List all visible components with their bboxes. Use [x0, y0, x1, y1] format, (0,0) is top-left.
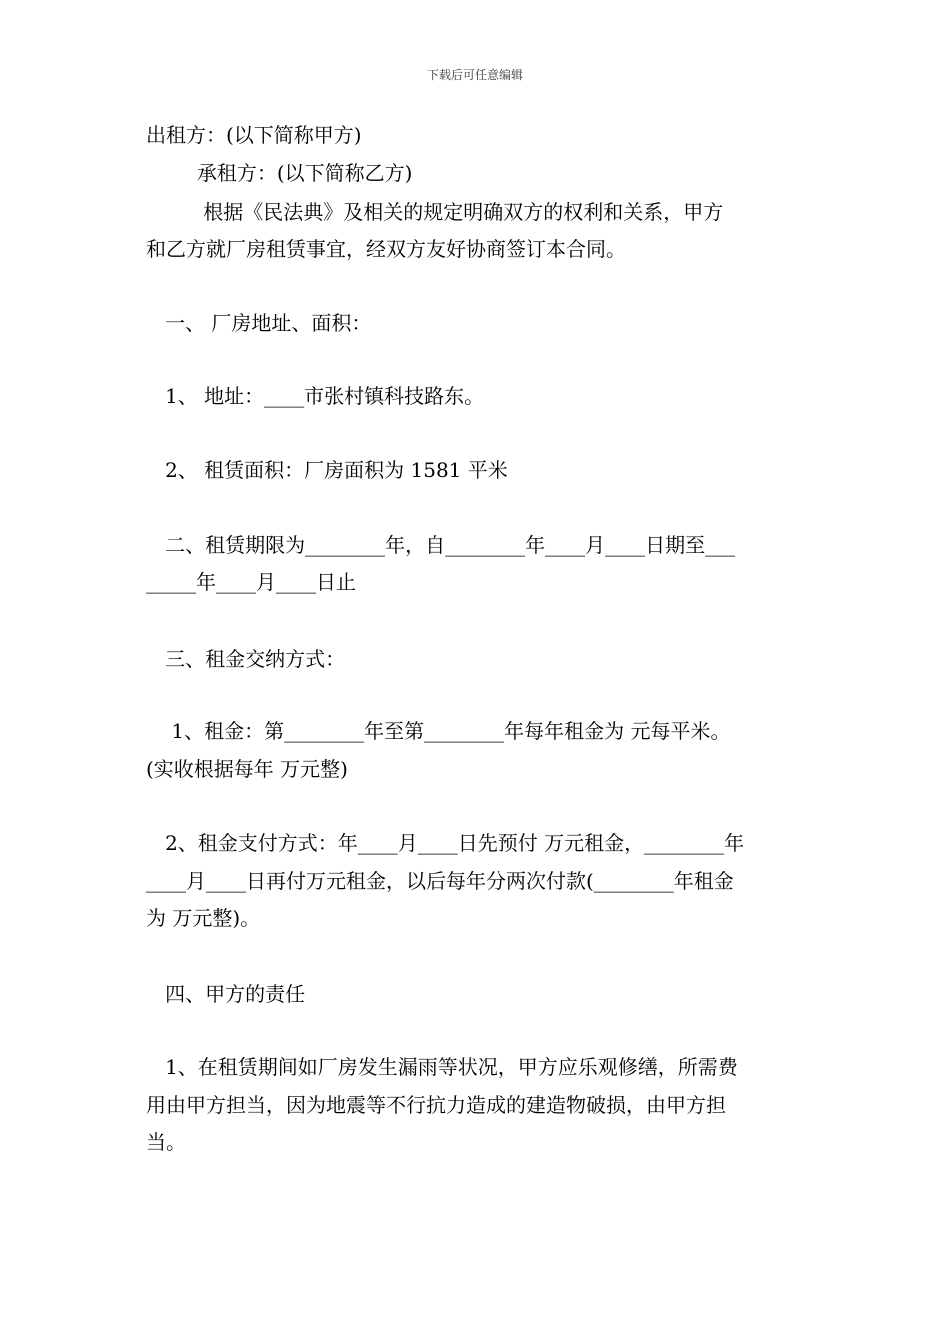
text-line-preamble-2: 和乙方就厂房租赁事宜，经双方友好协商签订本合同。	[146, 237, 626, 261]
text-line-term-end: _____年____月____日止	[146, 570, 356, 594]
section-heading-1: 一、 厂房地址、面积：	[146, 311, 372, 335]
text-line-payment-1: 2、租金支付方式：年____月____日先预付 万元租金，________年	[146, 831, 745, 855]
text-line-duty-3: 当。	[146, 1130, 186, 1154]
text-line-area: 2、 租赁面积：厂房面积为 1581 平米	[146, 458, 508, 482]
text-line-address: 1、 地址：____市张村镇科技路东。	[146, 384, 485, 408]
text-line-duty-2: 用由甲方担当，因为地震等不行抗力造成的建造物破损，由甲方担	[146, 1093, 726, 1117]
text-line-lessor: 出租方：(以下简称甲方)	[146, 123, 362, 147]
section-heading-4: 四、甲方的责任	[146, 982, 306, 1006]
text-line-rent-2: (实收根据每年 万元整)	[146, 757, 348, 781]
section-heading-3: 三、租金交纳方式：	[146, 647, 346, 671]
text-line-payment-3: 为 万元整)。	[146, 906, 261, 930]
text-line-preamble-1: 根据《民法典》及相关的规定明确双方的权利和关系，甲方	[146, 200, 724, 224]
text-line-lessee: 承租方：(以下简称乙方)	[146, 161, 413, 185]
text-line-duty-1: 1、在租赁期间如厂房发生漏雨等状况，甲方应乐观修缮，所需费	[146, 1055, 738, 1079]
page-header: 下载后可任意编辑	[426, 68, 523, 82]
text-line-payment-2: ____月____日再付万元租金，以后每年分两次付款(________年租金	[146, 869, 734, 893]
section-heading-2: 二、租赁期限为________年，自________年____月____日期至___	[146, 533, 736, 557]
text-line-rent-1: 1、租金：第________年至第________年每年租金为 元每平米。	[146, 719, 731, 743]
